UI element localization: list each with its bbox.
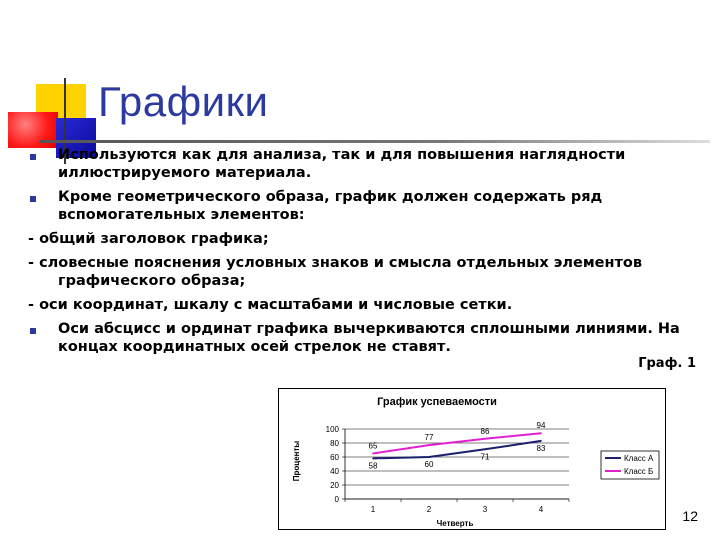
page-number: 12 (682, 508, 698, 524)
chart-title: График успеваемости (377, 396, 497, 408)
series-line-class-b (373, 433, 541, 453)
legend-label-class-a: Класс А (624, 454, 654, 463)
data-point (372, 453, 374, 455)
x-tick-label: 3 (482, 505, 488, 514)
dash-item: - оси координат, шкалу с масштабами и числовые сетки. (28, 297, 513, 313)
y-tick-label: 100 (325, 425, 339, 434)
legend-label-class-b: Класс Б (624, 467, 654, 476)
data-label: 71 (480, 452, 490, 462)
data-point (428, 456, 430, 458)
slide-title: Графики (98, 78, 269, 125)
data-label: 58 (368, 461, 378, 471)
data-label: 60 (424, 460, 434, 469)
title-underline (40, 140, 710, 143)
data-point (428, 444, 430, 446)
y-axis-label: Проценты (292, 440, 301, 482)
dash-item: - общий заголовок графика; (28, 231, 269, 247)
x-tick-label: 4 (538, 505, 544, 514)
y-tick-label: 20 (330, 481, 339, 490)
data-label: 77 (424, 433, 434, 443)
y-tick-label: 60 (330, 453, 339, 462)
bullet-item: Используются как для анализа, так и для повышения наглядности иллюстрируемого материала. (28, 146, 698, 182)
dash-item: - словесные пояснения условных знаков и смысла отдельных элементов графического образа; (28, 255, 643, 289)
x-tick-label: 2 (426, 505, 432, 514)
x-tick-label: 1 (370, 505, 376, 514)
data-point (540, 440, 542, 442)
y-tick-label: 40 (330, 467, 339, 476)
chart-container (278, 388, 666, 530)
y-tick-label: 0 (334, 495, 339, 504)
figure-caption: Граф. 1 (638, 356, 696, 371)
bullet-item: Оси абсцисс и ординат графика вычеркиваются сплошными линиями. На концах координатных осей стрелок не ставят. (28, 320, 698, 356)
data-point (540, 432, 542, 434)
slide-content (28, 146, 698, 362)
data-label: 83 (536, 443, 546, 453)
x-axis-label: Четверть (436, 519, 474, 528)
data-label: 94 (536, 421, 546, 431)
data-label: 86 (480, 426, 490, 436)
data-point (372, 458, 374, 460)
data-point (484, 449, 486, 451)
line-chart (279, 389, 665, 529)
bullet-item: Кроме геометрического образа, график должен содержать ряд вспомогательных элементов: (28, 188, 698, 224)
y-tick-label: 80 (330, 439, 339, 448)
data-point (484, 438, 486, 440)
data-label: 65 (368, 441, 378, 451)
